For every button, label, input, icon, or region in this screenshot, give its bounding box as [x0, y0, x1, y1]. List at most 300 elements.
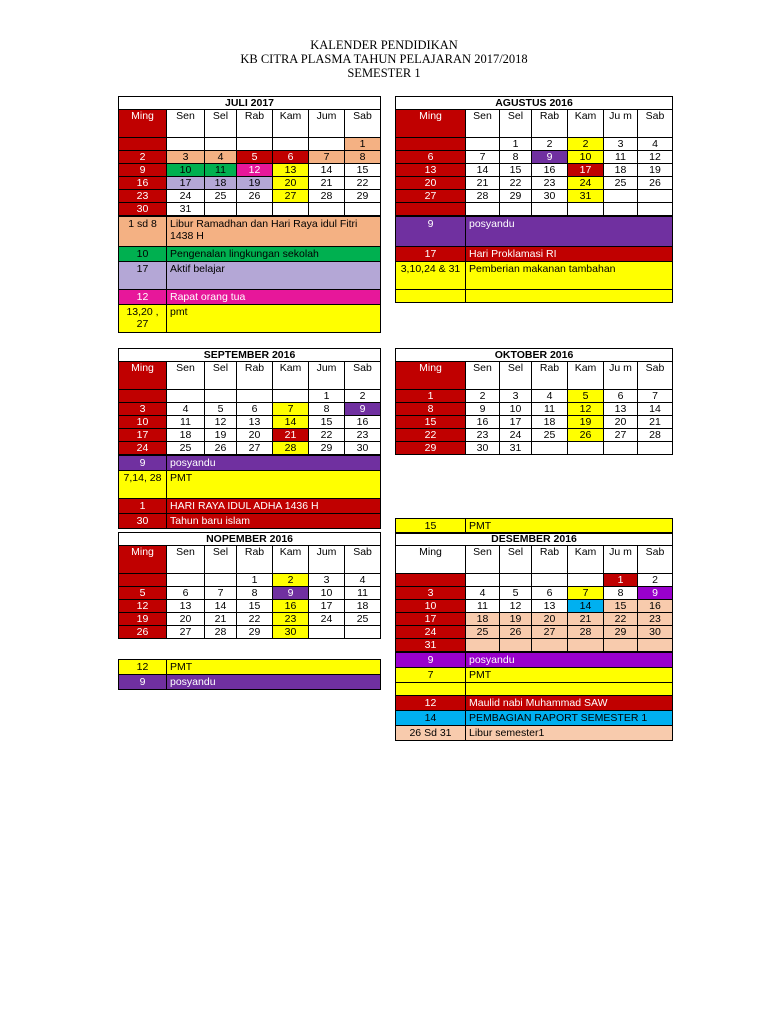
day-cell: 22: [500, 177, 532, 190]
note-key: 10: [119, 247, 167, 262]
note-key: 15: [396, 519, 466, 534]
day-cell: 30: [466, 442, 500, 455]
title-line-3: SEMESTER 1: [347, 66, 421, 80]
day-cell: 13: [167, 600, 205, 613]
day-cell: 14: [205, 600, 237, 613]
day-cell: 5: [119, 587, 167, 600]
day-cell: [638, 203, 673, 216]
day-cell: 22: [604, 613, 638, 626]
day-cell: [532, 442, 568, 455]
note-text: PMT: [466, 668, 673, 683]
day-cell: [309, 203, 345, 216]
day-cell: 3: [119, 403, 167, 416]
day-cell: 19: [568, 416, 604, 429]
day-cell: 28: [309, 190, 345, 203]
day-cell: 12: [237, 164, 273, 177]
day-cell: [568, 574, 604, 587]
day-cell: 28: [568, 626, 604, 639]
day-cell: 8: [345, 151, 381, 164]
day-cell: 26: [119, 626, 167, 639]
day-cell: 7: [309, 151, 345, 164]
day-cell: 23: [119, 190, 167, 203]
day-cell: [466, 574, 500, 587]
day-cell: 12: [500, 600, 532, 613]
day-cell: 2: [345, 390, 381, 403]
day-cell: 17: [119, 429, 167, 442]
weekday-header: Sen: [466, 546, 500, 574]
day-cell: 4: [345, 574, 381, 587]
day-cell: [604, 639, 638, 652]
day-cell: [273, 203, 309, 216]
note-key: 9: [119, 456, 167, 471]
weekday-header: Sab: [345, 546, 381, 574]
weekday-header: Ming: [396, 546, 466, 574]
day-cell: [205, 203, 237, 216]
day-cell: 30: [119, 203, 167, 216]
day-cell: 20: [237, 429, 273, 442]
day-cell: 7: [638, 390, 673, 403]
note-key: 7,14, 28: [119, 471, 167, 499]
note-key: 9: [119, 675, 167, 690]
day-cell: 13: [396, 164, 466, 177]
day-cell: 21: [309, 177, 345, 190]
calendar-november: [118, 532, 381, 639]
note-text: Rapat orang tua: [167, 290, 381, 305]
day-cell: 23: [466, 429, 500, 442]
day-cell: 3: [604, 138, 638, 151]
day-cell: 18: [167, 429, 205, 442]
day-cell: [568, 442, 604, 455]
day-cell: 24: [568, 177, 604, 190]
month-title: AGUSTUS 2016: [396, 97, 673, 110]
day-cell: 8: [237, 587, 273, 600]
calendar-october: [395, 348, 673, 455]
day-cell: 8: [309, 403, 345, 416]
day-cell: 21: [205, 613, 237, 626]
day-cell: 28: [205, 626, 237, 639]
day-cell: [237, 390, 273, 403]
november-notes: [118, 659, 381, 690]
note-text: Maulid nabi Muhammad SAW: [466, 696, 673, 711]
day-cell: [500, 203, 532, 216]
day-cell: 15: [604, 600, 638, 613]
day-cell: [273, 138, 309, 151]
day-cell: 1: [309, 390, 345, 403]
day-cell: 30: [638, 626, 673, 639]
note-text: Tahun baru islam: [167, 514, 381, 529]
day-cell: 1: [345, 138, 381, 151]
weekday-header: Jum: [309, 362, 345, 390]
day-cell: 4: [205, 151, 237, 164]
weekday-header: Sel: [500, 546, 532, 574]
day-cell: 11: [167, 416, 205, 429]
day-cell: 3: [309, 574, 345, 587]
day-cell: 5: [205, 403, 237, 416]
day-cell: 24: [309, 613, 345, 626]
note-key: 12: [396, 696, 466, 711]
day-cell: 24: [500, 429, 532, 442]
day-cell: 31: [167, 203, 205, 216]
note-text: PMT: [167, 471, 381, 499]
weekday-header: Sen: [167, 362, 205, 390]
day-cell: 19: [205, 429, 237, 442]
day-cell: 10: [396, 600, 466, 613]
day-cell: 20: [167, 613, 205, 626]
day-cell: 23: [532, 177, 568, 190]
day-cell: 11: [466, 600, 500, 613]
day-cell: 6: [237, 403, 273, 416]
day-cell: 25: [167, 442, 205, 455]
note-text: pmt: [167, 305, 381, 333]
day-cell: 22: [345, 177, 381, 190]
weekday-header: Sab: [638, 362, 673, 390]
day-cell: [604, 190, 638, 203]
day-cell: 20: [532, 613, 568, 626]
weekday-header: Sel: [205, 110, 237, 138]
weekday-header: Sen: [466, 110, 500, 138]
day-cell: 6: [604, 390, 638, 403]
month-title: JULI 2017: [119, 97, 381, 110]
day-cell: 22: [309, 429, 345, 442]
day-cell: 26: [205, 442, 237, 455]
day-cell: 27: [396, 190, 466, 203]
day-cell: 30: [273, 626, 309, 639]
day-cell: 20: [604, 416, 638, 429]
day-cell: 25: [532, 429, 568, 442]
day-cell: 15: [396, 416, 466, 429]
day-cell: 1: [604, 574, 638, 587]
day-cell: [345, 203, 381, 216]
note-key: [396, 290, 466, 303]
weekday-header: Ming: [396, 110, 466, 138]
day-cell: 13: [604, 403, 638, 416]
day-cell: 18: [604, 164, 638, 177]
day-cell: 16: [273, 600, 309, 613]
day-cell: 29: [309, 442, 345, 455]
day-cell: [604, 442, 638, 455]
day-cell: 17: [396, 613, 466, 626]
day-cell: 12: [205, 416, 237, 429]
note-text: Pemberian makanan tambahan: [466, 262, 673, 290]
note-text: posyandu: [466, 217, 673, 247]
day-cell: [119, 138, 167, 151]
day-cell: 11: [345, 587, 381, 600]
day-cell: 4: [532, 390, 568, 403]
day-cell: 2: [273, 574, 309, 587]
day-cell: 26: [568, 429, 604, 442]
day-cell: [396, 203, 466, 216]
day-cell: 2: [119, 151, 167, 164]
day-cell: 4: [638, 138, 673, 151]
calendar-july: [118, 96, 381, 333]
note-text: Hari Proklamasi RI: [466, 247, 673, 262]
title-line-1: KALENDER PENDIDIKAN: [310, 38, 458, 52]
day-cell: 5: [568, 390, 604, 403]
weekday-header: Rab: [237, 546, 273, 574]
note-key: 17: [396, 247, 466, 262]
day-cell: 25: [205, 190, 237, 203]
weekday-header: Ju m: [604, 362, 638, 390]
weekday-header: Ming: [119, 110, 167, 138]
note-key: 17: [119, 262, 167, 290]
note-key: 1 sd 8: [119, 217, 167, 247]
note-text: Aktif belajar: [167, 262, 381, 290]
note-text: posyandu: [167, 675, 381, 690]
weekday-header: Rab: [532, 110, 568, 138]
day-cell: 7: [466, 151, 500, 164]
day-cell: [205, 138, 237, 151]
day-cell: 19: [500, 613, 532, 626]
weekday-header: Ming: [119, 546, 167, 574]
day-cell: 11: [532, 403, 568, 416]
day-cell: 18: [466, 613, 500, 626]
month-title: NOPEMBER 2016: [119, 533, 381, 546]
day-cell: [638, 190, 673, 203]
weekday-header: Sab: [638, 110, 673, 138]
day-cell: 9: [273, 587, 309, 600]
day-cell: 12: [119, 600, 167, 613]
day-cell: 27: [237, 442, 273, 455]
day-cell: 2: [466, 390, 500, 403]
weekday-header: Kam: [273, 362, 309, 390]
day-cell: 12: [638, 151, 673, 164]
day-cell: 14: [466, 164, 500, 177]
weekday-header: Rab: [532, 362, 568, 390]
day-cell: [466, 639, 500, 652]
day-cell: 19: [638, 164, 673, 177]
day-cell: [532, 203, 568, 216]
day-cell: 28: [273, 442, 309, 455]
weekday-header: Kam: [568, 110, 604, 138]
day-cell: 14: [568, 600, 604, 613]
note-text: [466, 683, 673, 696]
day-cell: 9: [638, 587, 673, 600]
day-cell: 30: [345, 442, 381, 455]
day-cell: 24: [119, 442, 167, 455]
note-key: 1: [119, 499, 167, 514]
day-cell: [119, 574, 167, 587]
day-cell: 3: [500, 390, 532, 403]
day-cell: 27: [167, 626, 205, 639]
weekday-header: Ming: [396, 362, 466, 390]
day-cell: 1: [237, 574, 273, 587]
day-cell: 21: [638, 416, 673, 429]
calendar-december: [395, 532, 673, 741]
day-cell: 9: [466, 403, 500, 416]
day-cell: 18: [205, 177, 237, 190]
weekday-header: Ju m: [604, 110, 638, 138]
day-cell: [237, 203, 273, 216]
day-cell: 27: [604, 429, 638, 442]
note-text: PMT: [167, 660, 381, 675]
day-cell: 3: [167, 151, 205, 164]
day-cell: 1: [500, 138, 532, 151]
day-cell: 31: [568, 190, 604, 203]
note-text: Libur Ramadhan dan Hari Raya idul Fitri 1438 H: [167, 217, 381, 247]
day-cell: [466, 138, 500, 151]
note-key: 12: [119, 660, 167, 675]
day-cell: [237, 138, 273, 151]
note-key: 3,10,24 & 31: [396, 262, 466, 290]
day-cell: 15: [345, 164, 381, 177]
day-cell: 21: [273, 429, 309, 442]
note-key: 9: [396, 653, 466, 668]
day-cell: [167, 574, 205, 587]
day-cell: [532, 574, 568, 587]
day-cell: 17: [167, 177, 205, 190]
day-cell: 15: [309, 416, 345, 429]
note-key: 26 Sd 31: [396, 726, 466, 741]
day-cell: 28: [638, 429, 673, 442]
day-cell: [604, 203, 638, 216]
day-cell: 3: [396, 587, 466, 600]
day-cell: 16: [345, 416, 381, 429]
day-cell: [500, 639, 532, 652]
day-cell: 23: [345, 429, 381, 442]
day-cell: 21: [466, 177, 500, 190]
day-cell: 10: [167, 164, 205, 177]
calendar-september: [118, 348, 381, 529]
day-cell: 11: [604, 151, 638, 164]
note-text: Libur semester1: [466, 726, 673, 741]
day-cell: [167, 138, 205, 151]
day-cell: 4: [466, 587, 500, 600]
day-cell: [309, 138, 345, 151]
day-cell: 19: [119, 613, 167, 626]
weekday-header: Kam: [568, 362, 604, 390]
day-cell: 14: [273, 416, 309, 429]
day-cell: [568, 639, 604, 652]
day-cell: [568, 203, 604, 216]
day-cell: 24: [167, 190, 205, 203]
day-cell: 22: [237, 613, 273, 626]
weekday-header: Sab: [345, 110, 381, 138]
day-cell: 11: [205, 164, 237, 177]
day-cell: 2: [638, 574, 673, 587]
day-cell: 10: [309, 587, 345, 600]
note-text: PMT: [466, 519, 673, 534]
weekday-header: Rab: [237, 362, 273, 390]
day-cell: 17: [500, 416, 532, 429]
note-text: PEMBAGIAN RAPORT SEMESTER 1: [466, 711, 673, 726]
day-cell: 13: [237, 416, 273, 429]
day-cell: 25: [604, 177, 638, 190]
day-cell: 15: [500, 164, 532, 177]
weekday-header: Kam: [568, 546, 604, 574]
weekday-header: Sel: [500, 362, 532, 390]
weekday-header: Sel: [500, 110, 532, 138]
month-title: DESEMBER 2016: [396, 533, 673, 546]
day-cell: 17: [309, 600, 345, 613]
day-cell: 29: [237, 626, 273, 639]
note-key: 7: [396, 668, 466, 683]
weekday-header: Sab: [345, 362, 381, 390]
day-cell: [273, 390, 309, 403]
day-cell: 18: [345, 600, 381, 613]
weekday-header: Sen: [466, 362, 500, 390]
day-cell: [309, 626, 345, 639]
day-cell: 16: [638, 600, 673, 613]
weekday-header: Jum: [309, 546, 345, 574]
note-key: 13,20 , 27: [119, 305, 167, 333]
day-cell: [345, 626, 381, 639]
day-cell: [532, 639, 568, 652]
day-cell: 10: [119, 416, 167, 429]
day-cell: [396, 138, 466, 151]
day-cell: 26: [638, 177, 673, 190]
day-cell: 25: [466, 626, 500, 639]
weekday-header: Sel: [205, 546, 237, 574]
day-cell: 5: [237, 151, 273, 164]
day-cell: 22: [396, 429, 466, 442]
note-text: [466, 290, 673, 303]
day-cell: 14: [309, 164, 345, 177]
day-cell: [167, 390, 205, 403]
day-cell: 29: [500, 190, 532, 203]
day-cell: 20: [396, 177, 466, 190]
day-cell: 16: [466, 416, 500, 429]
note-text: posyandu: [466, 653, 673, 668]
day-cell: 1: [396, 390, 466, 403]
note-key: 9: [396, 217, 466, 247]
day-cell: 31: [500, 442, 532, 455]
day-cell: 16: [532, 164, 568, 177]
day-cell: 23: [638, 613, 673, 626]
weekday-header: Kam: [273, 546, 309, 574]
day-cell: [205, 574, 237, 587]
day-cell: 9: [532, 151, 568, 164]
day-cell: 14: [638, 403, 673, 416]
title-line-2: KB CITRA PLASMA TAHUN PELAJARAN 2017/2018: [240, 52, 528, 66]
note-key: 12: [119, 290, 167, 305]
day-cell: 28: [466, 190, 500, 203]
day-cell: 8: [396, 403, 466, 416]
day-cell: [396, 574, 466, 587]
day-cell: 2: [568, 138, 604, 151]
weekday-header: Rab: [237, 110, 273, 138]
day-cell: 12: [568, 403, 604, 416]
month-title: SEPTEMBER 2016: [119, 349, 381, 362]
weekday-header: Sel: [205, 362, 237, 390]
weekday-header: Sen: [167, 110, 205, 138]
weekday-header: Kam: [273, 110, 309, 138]
day-cell: 26: [237, 190, 273, 203]
calendar-august: [395, 96, 673, 303]
day-cell: 25: [345, 613, 381, 626]
day-cell: [638, 442, 673, 455]
note-key: 30: [119, 514, 167, 529]
day-cell: 10: [500, 403, 532, 416]
day-cell: 6: [273, 151, 309, 164]
weekday-header: Jum: [309, 110, 345, 138]
day-cell: 5: [500, 587, 532, 600]
day-cell: 27: [273, 190, 309, 203]
day-cell: [638, 639, 673, 652]
day-cell: 27: [532, 626, 568, 639]
day-cell: 24: [396, 626, 466, 639]
note-key: 14: [396, 711, 466, 726]
month-title: OKTOBER 2016: [396, 349, 673, 362]
day-cell: 21: [568, 613, 604, 626]
weekday-header: Ming: [119, 362, 167, 390]
day-cell: 13: [273, 164, 309, 177]
day-cell: 13: [532, 600, 568, 613]
day-cell: 6: [396, 151, 466, 164]
day-cell: 8: [604, 587, 638, 600]
note-text: Pengenalan lingkungan sekolah: [167, 247, 381, 262]
day-cell: 15: [237, 600, 273, 613]
weekday-header: Ju m: [604, 546, 638, 574]
